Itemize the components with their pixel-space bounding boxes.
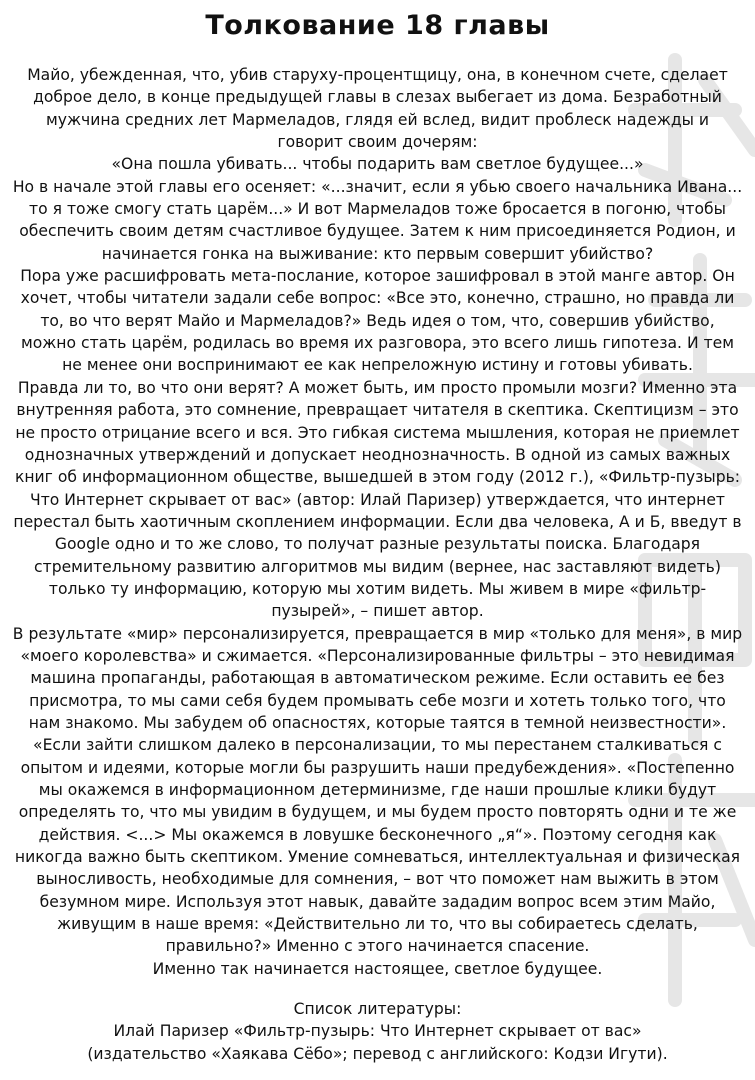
- commentary-body: [12, 64, 743, 980]
- paragraph-meta-message: Пора уже расшифровать мета-послание, которое зашифровал в этой манге автор. Он хочет, чтобы читатели задали себе вопрос: «Все это, конечно, страшно, но правда ли то, во что верят Майо и Мармеладов?» Ведь идея о том, что, совершив убийство, можно стать царём, родилась во время их разговора, это всего лишь гипотеза. И тем не менее они воспринимают ее как непреложную истину и готовы убивать.: [20, 267, 735, 375]
- paragraph-intro: Майо, убежденная, что, убив старуху-процентщицу, она, в конечном счете, сделает доброе дело, в конце предыдущей главы в слезах выбегает из дома. Безработный мужчина средних лет Мармеладов, глядя ей вслед, видит проблеск надежды и говорит своим дочерям:: [27, 66, 728, 152]
- paragraph-filter-bubble: В результате «мир» персонализируется, превращается в мир «только для меня», в мир «моего королевства» и сжимается. «Персонализированные фильтры – это невидимая машина пропаганды, работающая в автоматическом режиме. Если оставить ее без присмотра, то мы сами себя будем промывать себе мозги и хотеть только того, что нам знакомо. Мы забудем об опасностях, которые таятся в темной неизвестности». «Если зайти слишком далеко в персонализации, то мы перестанем сталкиваться с опытом и идеями, которые могли бы разрушить наши предубеждения». «Постепенно мы окажемся в информационном детерминизме, где наши прошлые клики будут определять то, что мы увидим в будущем, и мы будем просто повторять одни и те же действия. <...> Мы окажемся в ловушке бесконечного „я“». Поэтому сегодня как никогда важно быть скептиком. Умение сомневаться, интеллектуальная и физическая выносливость, необходимые для сомнения, – вот что поможет нам выжить в этом безумном мире. Используя этот навык, давайте зададим вопрос всем этим Майо, живущим в наше время: «Действительно ли то, что вы собираетесь сделать, правильно?» Именно с этого начинается спасение.: [12, 624, 743, 956]
- paragraph-marmeladov: Но в начале этой главы его осеняет: «...значит, если я убью своего начальника Ивана... то я тоже смогу стать царём...» И вот Мармеладов тоже бросается в погоню, чтобы обеспечить своим детям счастливое будущее. Затем к ним присоединяется Родион, и начинается гонка на выживание: кто первым совершит убийство?: [12, 177, 743, 263]
- paragraph-conclusion: Именно так начинается настоящее, светлое будущее.: [152, 959, 603, 978]
- references-section: [12, 998, 743, 1065]
- reference-entry-line1: Илай Паризер «Фильтр-пузырь: Что Интернет скрывает от вас»: [113, 1022, 642, 1041]
- paragraph-skepticism: Правда ли то, во что они верят? А может быть, им просто промыли мозги? Именно эта внутренняя работа, это сомнение, превращает читателя в скептика. Скептицизм – это не просто отрицание всего и вся. Это гибкая система мышления, которая не приемлет однозначных утверждений и допускает неоднозначность. В одной из самых важных книг об информационном обществе, вышедшей в этом году (2012 г.), «Фильтр-пузырь: Что Интернет скрывает от вас» (автор: Илай Паризер) утверждается, что интернет перестал быть хаотичным скоплением информации. Если два человека, А и Б, введут в Google одно и то же слово, то получат разные результаты поиска. Благодаря стремительному развитию алгоритмов мы видим (вернее, нас заставляют видеть) только ту информацию, которую мы хотим видеть. Мы живем в мире «фильтр-пузырей», – пишет автор.: [13, 378, 742, 621]
- reference-entry-line2: (издательство «Хаякава Сёбо»; перевод с английского: Кодзи Игути).: [87, 1044, 668, 1063]
- page-title: Толкование 18 главы: [205, 10, 550, 41]
- paragraph-quote: «Она пошла убивать... чтобы подарить вам светлое будущее...»: [111, 155, 644, 174]
- references-heading: Список литературы:: [293, 1000, 462, 1018]
